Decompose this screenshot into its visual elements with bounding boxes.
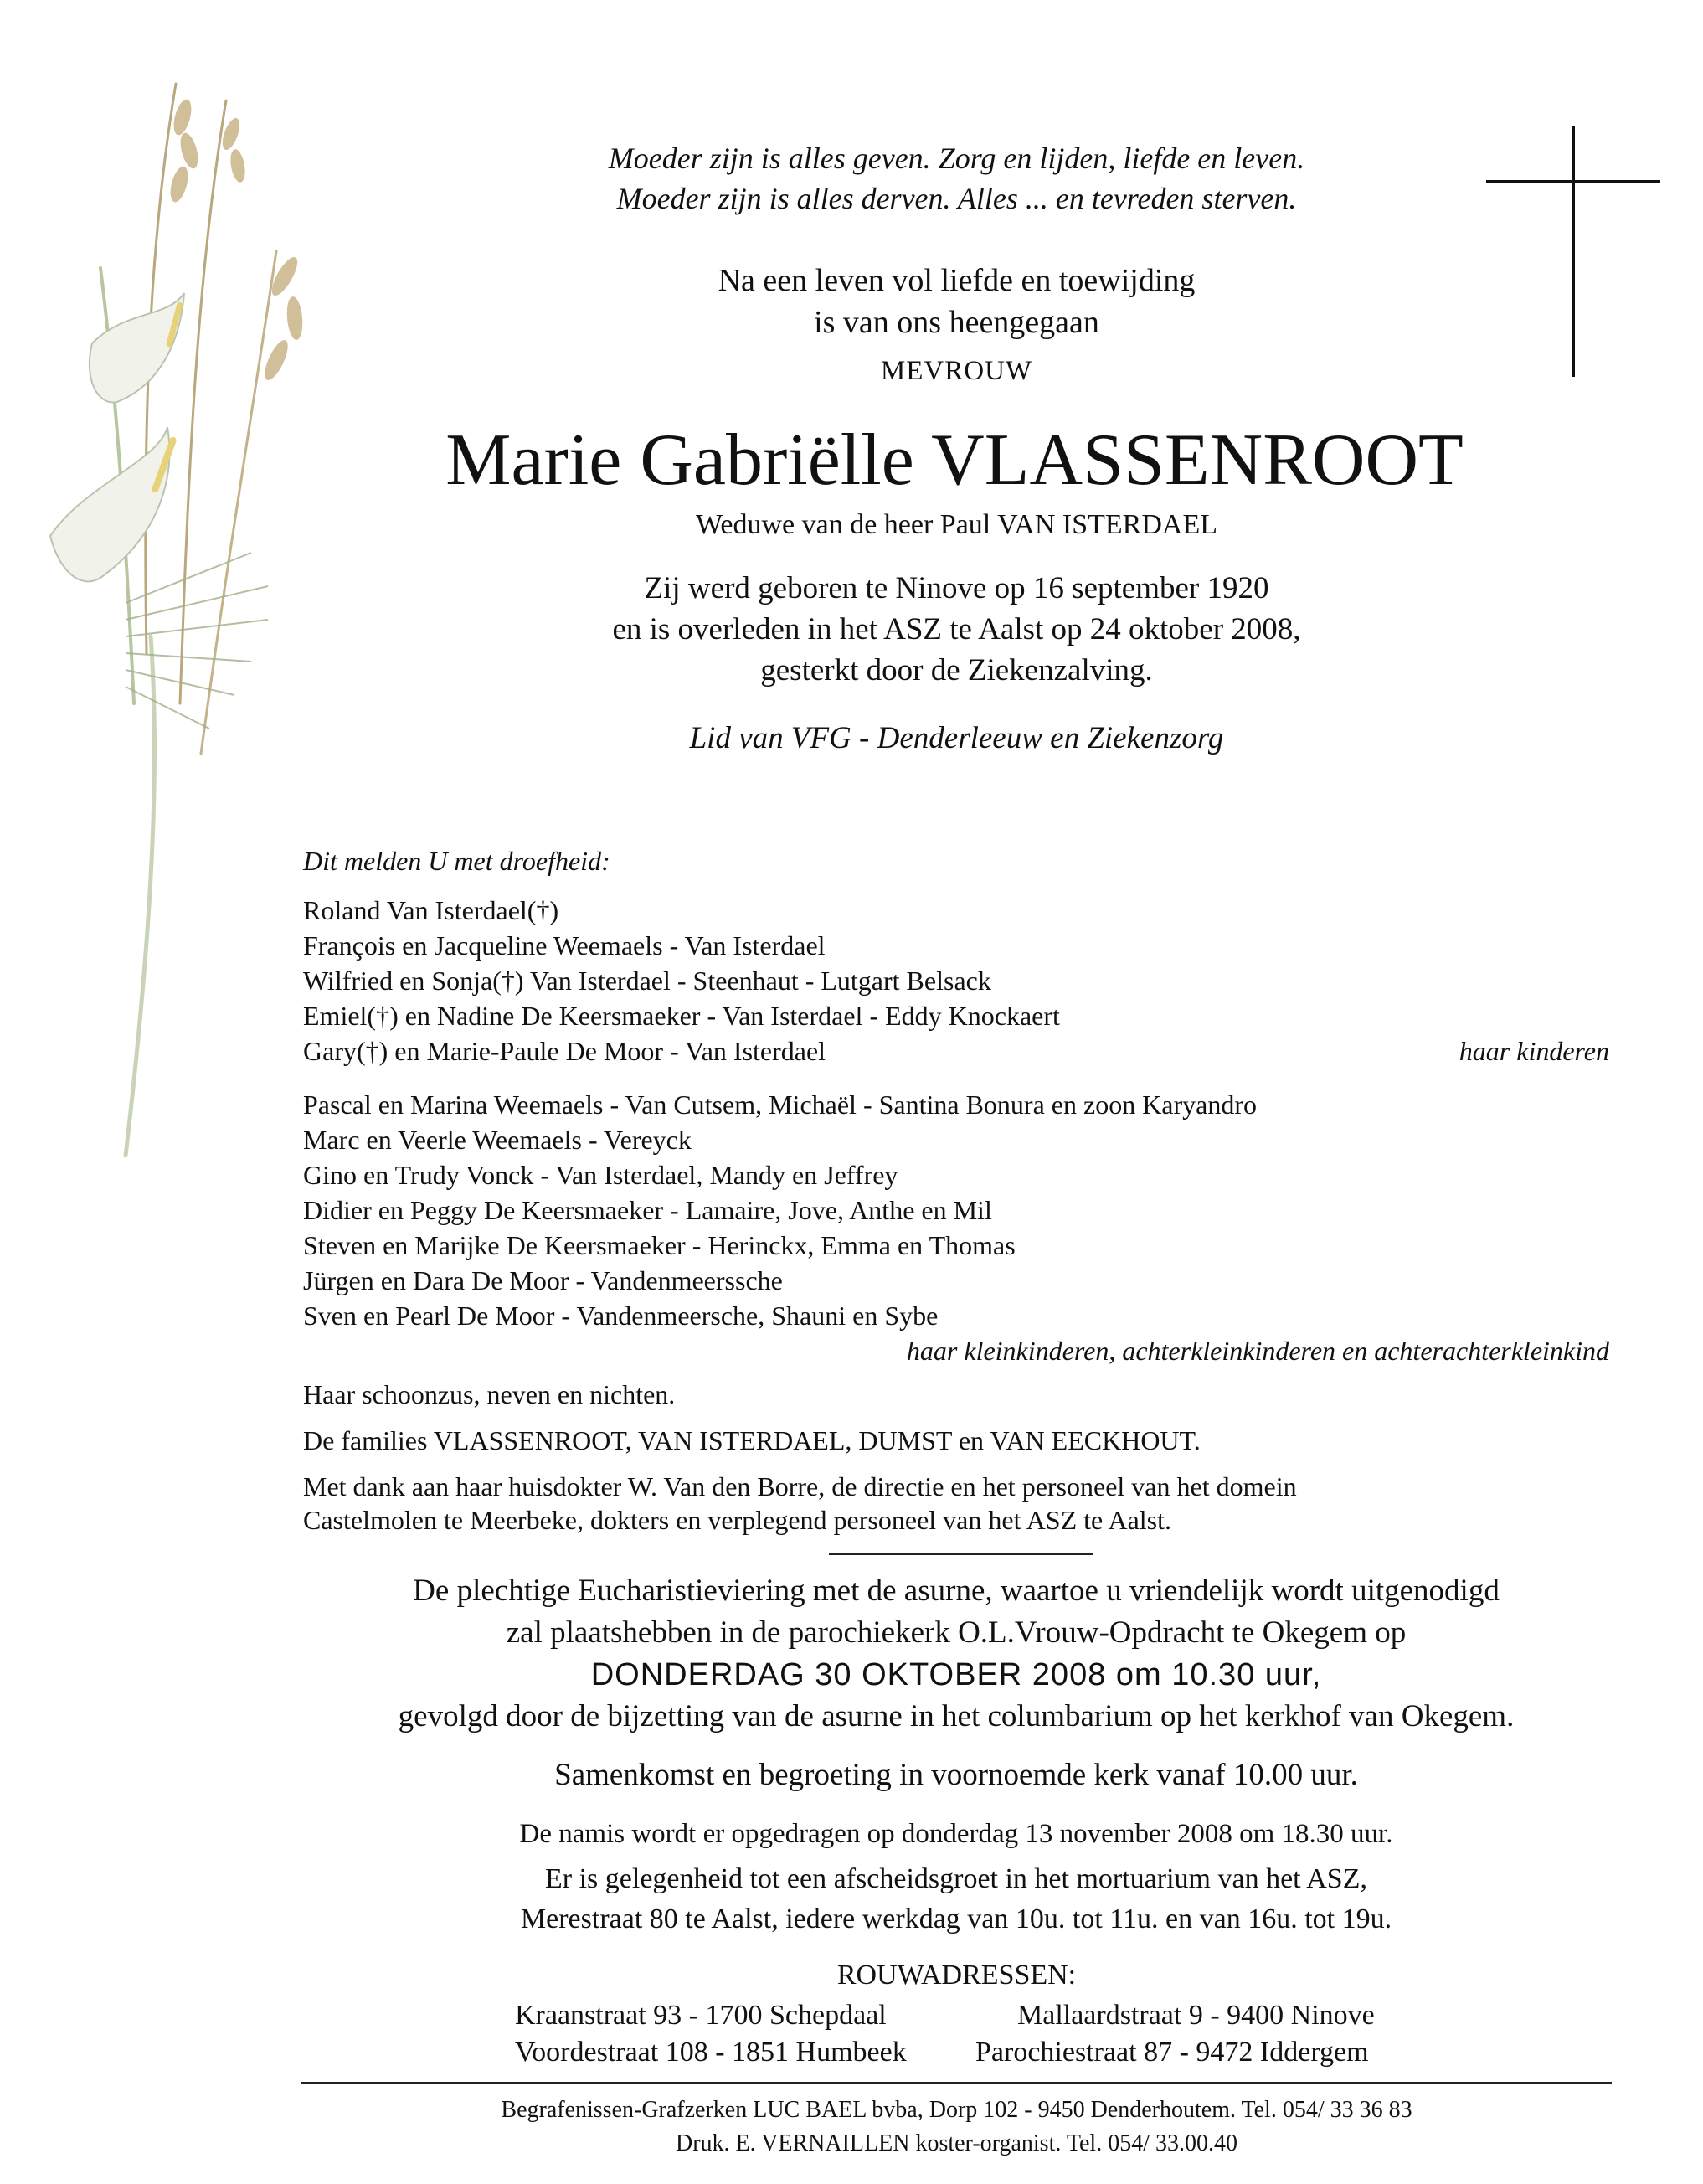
list-item: Roland Van Isterdael(†) [303,895,559,925]
quote-line: Moeder zijn is alles geven. Zorg en lijden, liefde en leven. [608,142,1305,175]
footer-divider [301,2082,1612,2084]
children-list [303,893,1609,1069]
list-item: Gino en Trudy Vonck - Van Isterdael, Mandy en Jeffrey [303,1160,898,1190]
list-item-text: Gary(†) en Marie-Paule De Moor - Van Isterdael [303,1036,826,1066]
ceremony-info [303,1570,1609,1738]
list-item: Marc en Veerle Weemaels - Vereyck [303,1125,692,1155]
list-item: Emiel(†) en Nadine De Keersmaeker - Van Isterdael - Eddy Knockaert [303,1001,1060,1031]
lily-wheat-illustration [0,67,352,1172]
list-item: François en Jacqueline Weemaels - Van Isterdael [303,930,826,961]
intro-line: is van ons heengegaan [814,305,1099,340]
address-item: Voordestraat 108 - 1851 Humbeek [515,2037,907,2068]
ceremony-line: De plechtige Eucharistieviering met de asurne, waartoe u vriendelijk wordt uitgenodigd [413,1574,1500,1608]
widow-of: Weduwe van de heer Paul VAN ISTERDAEL [696,509,1217,540]
list-item: Pascal en Marina Weemaels - Van Cutsem, Michaël - Santina Bonura en zoon Karyandro [303,1089,1258,1120]
life-dates [469,568,1444,691]
grandchildren-list [303,1087,1609,1368]
thanks [303,1470,1609,1537]
grandchildren-role: haar kleinkinderen, achterkleinkinderen en achterachterkleinkind [906,1336,1609,1366]
ceremony-date: DONDERDAG 30 OKTOBER 2008 om 10.30 uur, [590,1657,1322,1692]
list-item: Steven en Marijke De Keersmaeker - Herinckx, Emma en Thomas [303,1230,1016,1260]
address-item: Mallaardstraat 9 - 9400 Ninove [1017,2000,1375,2031]
cross-icon [1572,126,1575,377]
deceased-name: Marie Gabriëlle VLASSENROOT [445,420,1464,501]
cross-icon-bar [1486,180,1660,183]
ceremony-line: gevolgd door de bijzetting van de asurne in het columbarium op het kerkhof van Okegem. [398,1699,1515,1733]
in-laws: Haar schoonzus, neven en nichten. [303,1379,676,1409]
address-item: Parochiestraat 87 - 9472 Iddergem [975,2037,1369,2068]
printer: Druk. E. VERNAILLEN koster-organist. Tel. 054/ 33.00.40 [676,2130,1237,2156]
list-item [303,1033,1609,1069]
list-item: Jürgen en Dara De Moor - Vandenmeerssche [303,1265,783,1295]
death-line: en is overleden in het ASZ te Aalst op 24 oktober 2008, [612,612,1301,646]
sacrament-line: gesterkt door de Ziekenzalving. [760,653,1153,688]
list-item: Wilfried en Sonja(†) Van Isterdael - Steenhaut - Lutgart Belsack [303,966,991,996]
membership: Lid van VFG - Denderleeuw en Ziekenzorg [689,721,1224,755]
footer [301,2094,1612,2161]
thanks-line: Castelmolen te Meerbeke, dokters en verplegend personeel van het ASZ te Aalst. [303,1505,1172,1535]
honorific: MEVROUW [880,356,1033,386]
list-item: Didier en Peggy De Keersmaeker - Lamaire, Jove, Anthe en Mil [303,1195,992,1225]
farewell-info [303,1859,1609,1939]
birth-line: Zij werd geboren te Ninove op 16 september 1920 [644,571,1269,605]
section-divider [829,1553,1093,1555]
month-mass: De namis wordt er opgedragen op donderdag 13 november 2008 om 18.30 uur. [519,1819,1393,1849]
addresses-title: ROUWADRESSEN: [836,1960,1077,1991]
gathering: Samenkomst en begroeting in voornoemde kerk vanaf 10.00 uur. [554,1758,1358,1792]
ceremony-line: zal plaatshebben in de parochiekerk O.L.Vrouw-Opdracht te Okegem op [506,1615,1407,1650]
farewell-line: Er is gelegenheid tot een afscheidsgroet in het mortuarium van het ASZ, [545,1863,1367,1894]
intro-text [469,260,1444,343]
families: De families VLASSENROOT, VAN ISTERDAEL, DUMST en VAN EECKHOUT. [303,1425,1201,1455]
quote-line: Moeder zijn is alles derven. Alles ... en tevreden sterven. [616,182,1297,215]
intro-line: Na een leven vol liefde en toewijding [718,263,1196,298]
list-item: Sven en Pearl De Moor - Vandenmeersche, Shauni en Sybe [303,1301,939,1331]
thanks-line: Met dank aan haar huisdokter W. Van den Borre, de directie en het personeel van het domein [303,1471,1297,1502]
children-role: haar kinderen [1459,1036,1609,1066]
funeral-home: Begrafenissen-Grafzerken LUC BAEL bvba, Dorp 102 - 9450 Denderhoutem. Tel. 054/ 33 36 83 [501,2097,1412,2123]
address-item: Kraanstraat 93 - 1700 Schepdaal [515,2000,887,2031]
farewell-line: Merestraat 80 te Aalst, iedere werkdag van 10u. tot 11u. en van 16u. tot 19u. [520,1903,1392,1934]
mourners-heading: Dit melden U met droefheid: [303,846,610,876]
mother-quote [469,138,1444,219]
